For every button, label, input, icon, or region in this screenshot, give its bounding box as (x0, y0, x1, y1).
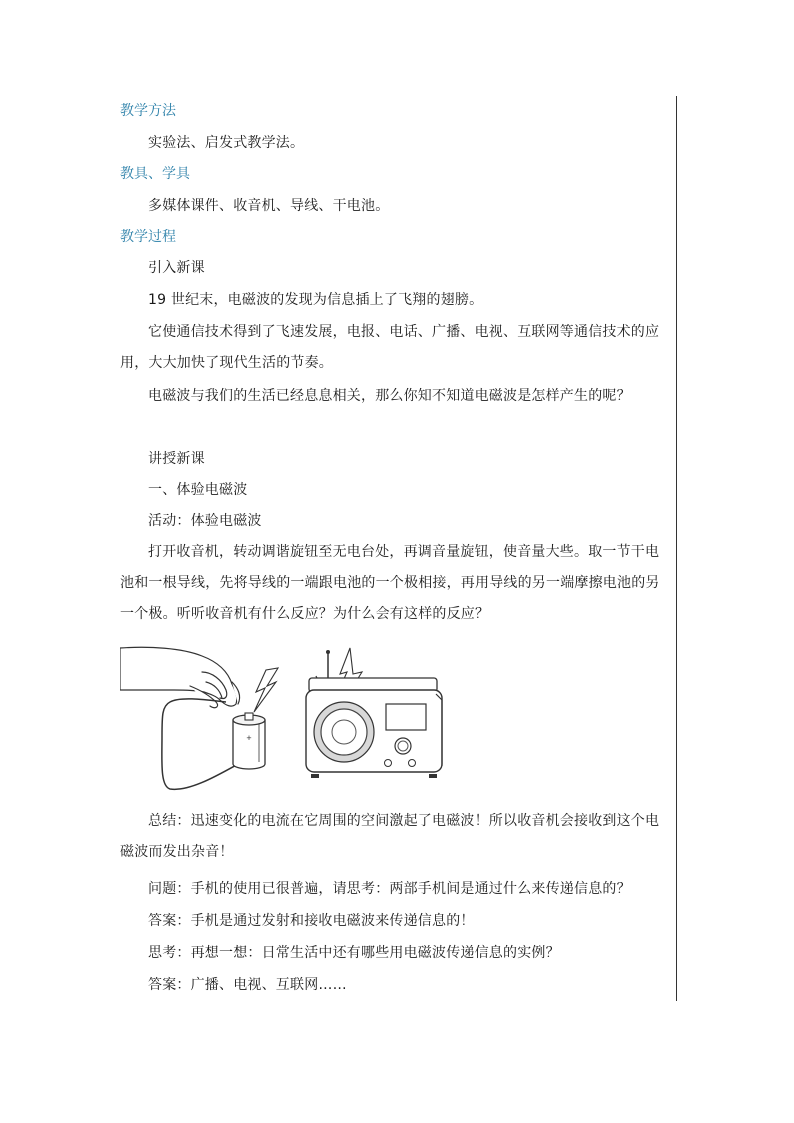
experiment-illustration (120, 646, 668, 806)
radio-volume-knob (395, 738, 411, 754)
radio-tuning-display (386, 704, 426, 730)
teaching-tools-heading: 教具、学具 (120, 166, 190, 182)
teaching-process-heading: 教学过程 (120, 229, 176, 245)
radio-button-left (385, 760, 392, 767)
intro-paragraph-1: 19 世纪末，电磁波的发现为信息插上了飞翔的翅膀。 (148, 292, 484, 308)
intro-label: 引入新课 (148, 260, 205, 276)
answer-1: 答案：手机是通过发射和接收电磁波来传递信息的！ (148, 913, 475, 929)
right-margin-rule (676, 96, 677, 1001)
radio-speaker (314, 702, 374, 762)
activity-title: 活动：体验电磁波 (148, 513, 262, 529)
question-1: 问题：手机的使用已很普遍，请思考：两部手机间是通过什么来传递信息的？ (148, 881, 631, 897)
summary-text: 总结：迅速变化的电流在它周围的空间激起了电磁波！所以收音机会接收到这个电磁波而发出杂音！ (120, 813, 660, 860)
activity-steps: 打开收音机，转动调谐旋钮至无电台处，再调音量旋钮，使音量大些。取一节干电池和一根导线，先将导线的一端跟电池的一个极相接，再用导线的另一端摩擦电池的另一个极。听听收音机有什么反应？为什么会有这样的反应？ (120, 544, 660, 622)
radio (306, 650, 442, 778)
battery (233, 713, 265, 769)
wire (162, 699, 240, 790)
teaching-method-text: 实验法、启发式教学法。 (148, 135, 305, 151)
experiment-figure (120, 646, 668, 806)
spark-small (254, 668, 278, 712)
answer-2: 答案：广播、电视、互联网…… (148, 977, 347, 993)
question-2: 思考：再想一想：日常生活中还有哪些用电磁波传递信息的实例？ (148, 945, 560, 961)
teaching-method-heading: 教学方法 (120, 103, 176, 119)
lecture-section-title: 一、体验电磁波 (148, 482, 248, 498)
radio-button-right (409, 760, 416, 767)
battery-plus-label: + (246, 733, 252, 743)
teaching-tools-text: 多媒体课件、收音机、导线、干电池。 (148, 198, 390, 214)
lecture-label: 讲授新课 (148, 451, 205, 467)
intro-paragraph-3: 电磁波与我们的生活已经息息相关，那么你知不知道电磁波是怎样产生的呢？ (148, 388, 631, 404)
intro-paragraph-2: 它使通信技术得到了飞速发展，电报、电话、广播、电视、互联网等通信技术的应用，大大加快了现代生活的节奏。 (120, 324, 660, 371)
lesson-content (120, 101, 668, 995)
